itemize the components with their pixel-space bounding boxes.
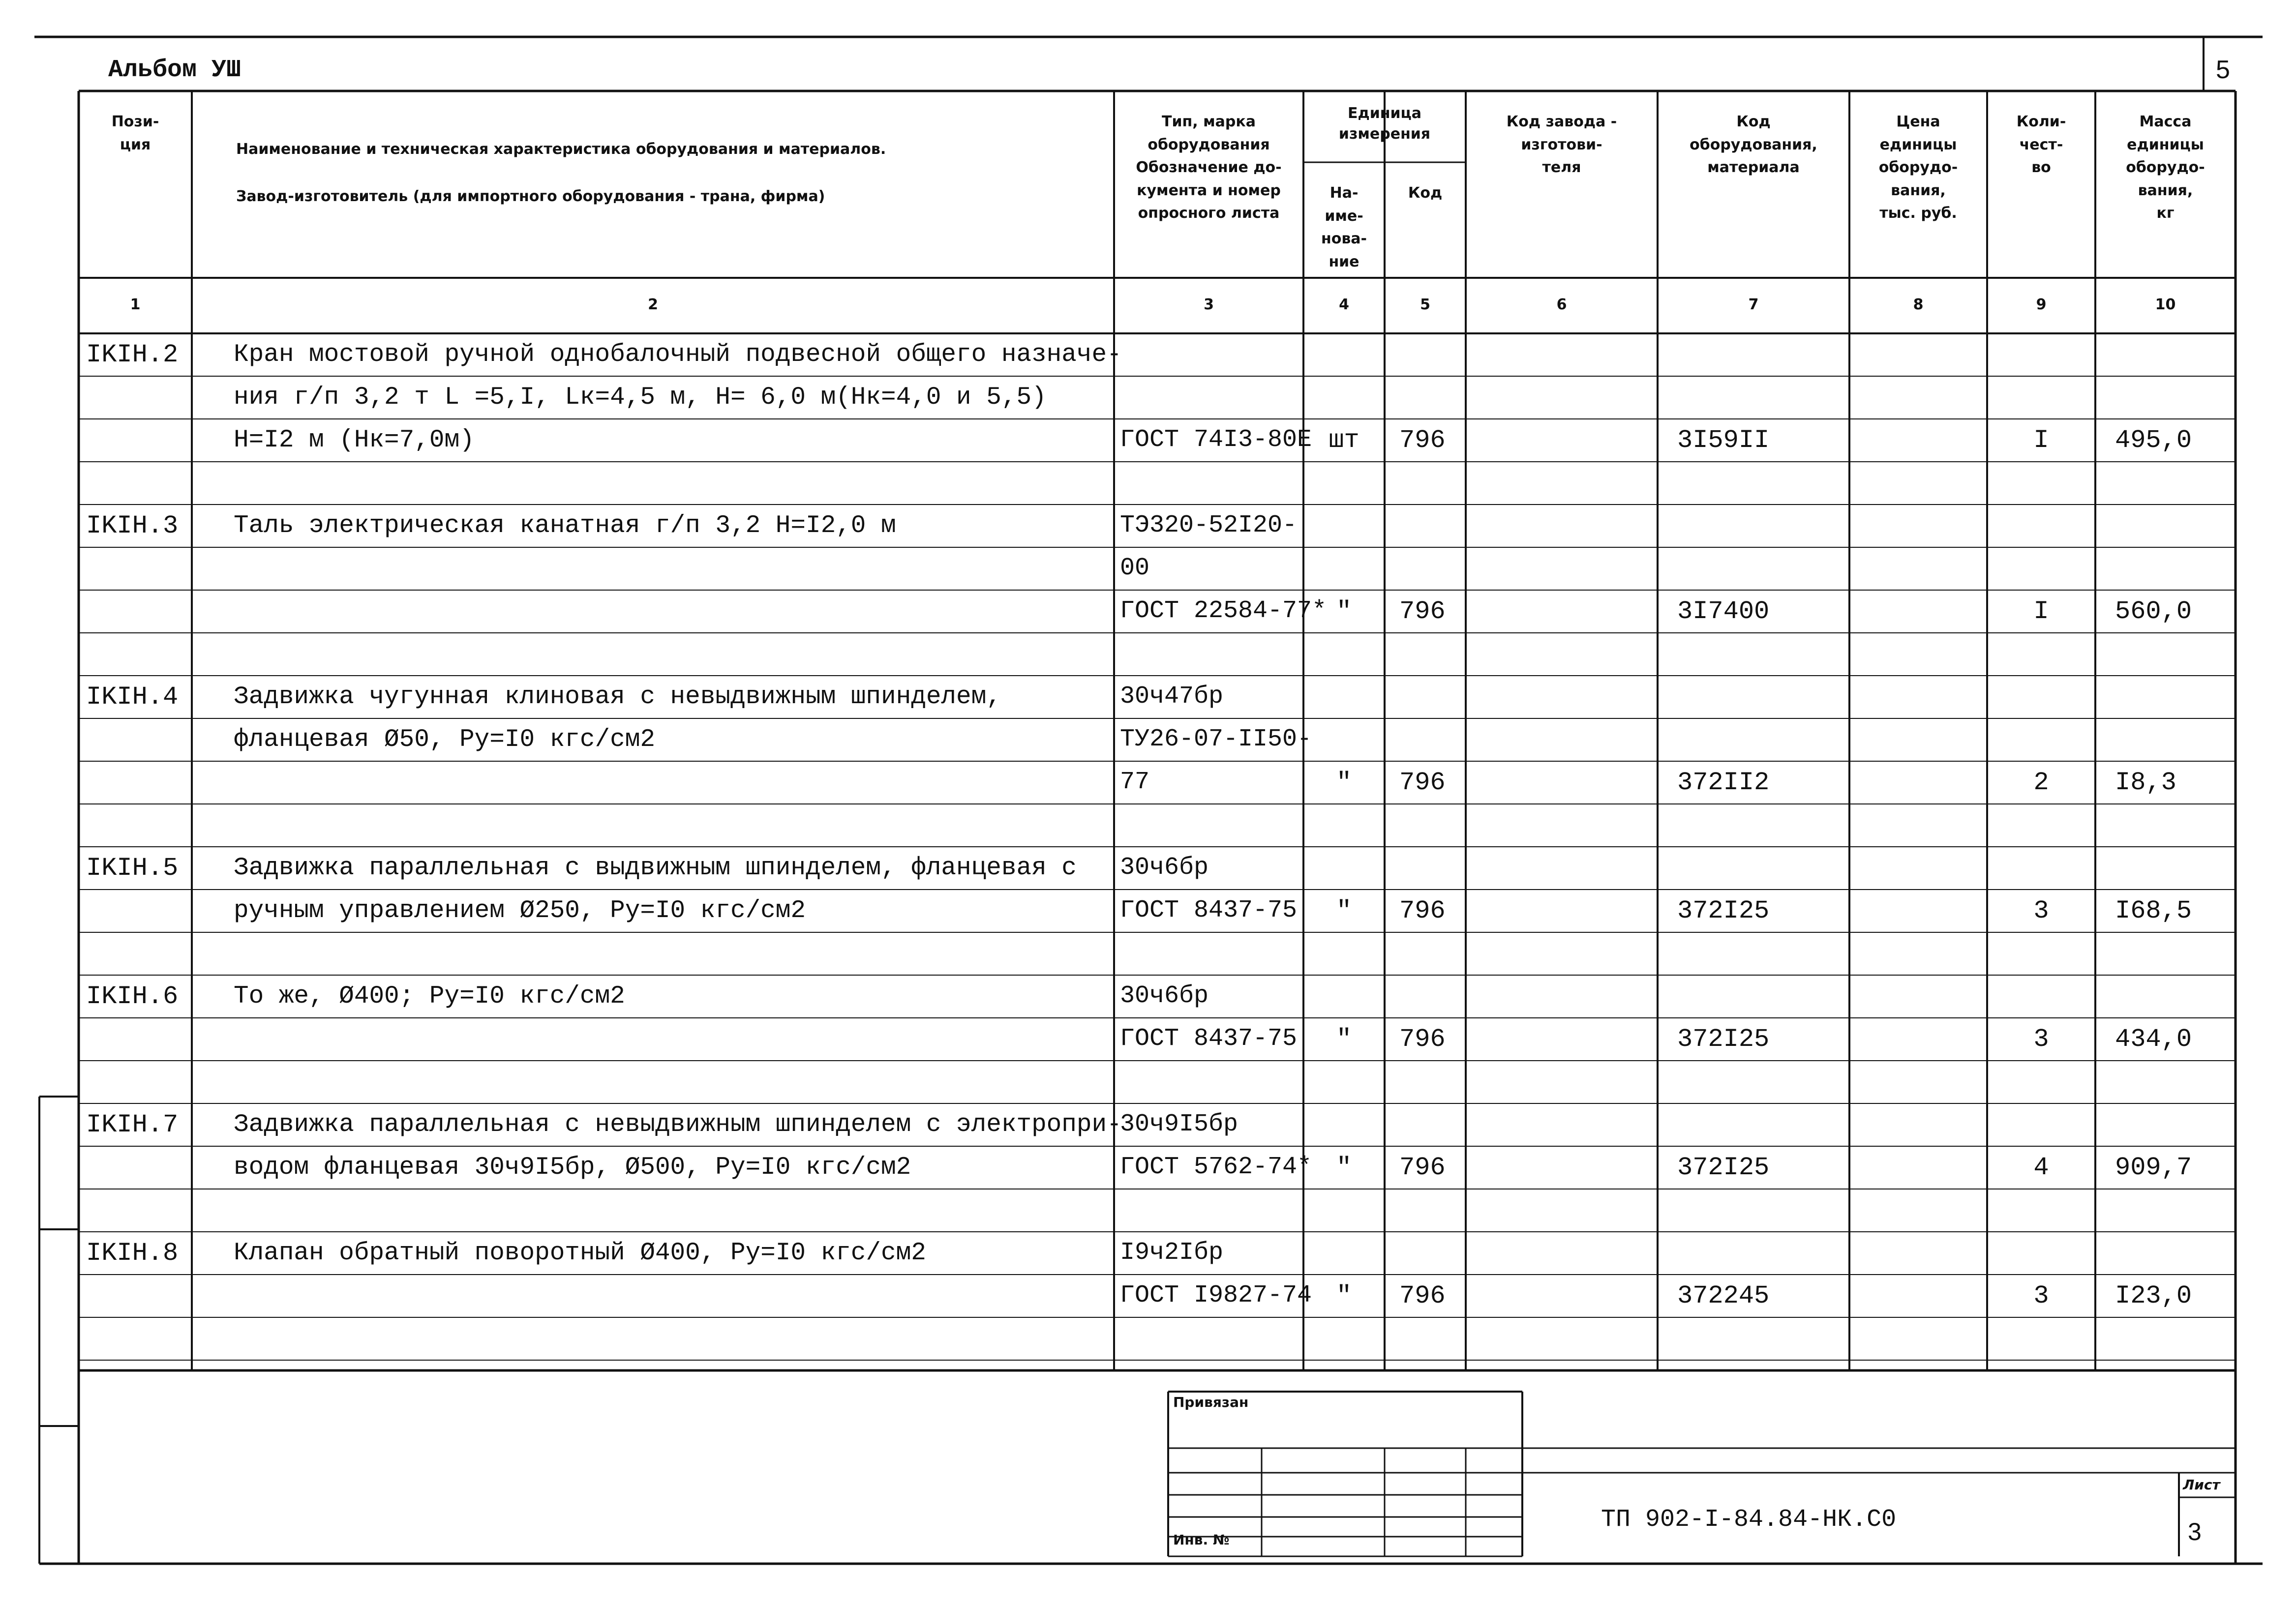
cell-type: 30ч9I5бр: [1120, 1110, 1239, 1138]
cell-mcode: 3I59II: [1677, 426, 1770, 455]
cell-unit: ": [1336, 597, 1352, 626]
column-number-1: 1: [130, 296, 141, 313]
cell-mass: 909,7: [2115, 1153, 2192, 1182]
cell-type: ТУ26-07-II50-: [1120, 725, 1312, 753]
cell-qty: 3: [2033, 1025, 2049, 1054]
cell-pos: IKIH.7: [86, 1110, 179, 1139]
column-number-9: 9: [2036, 296, 2047, 313]
column-header-3: Тип, марка оборудования Обозначение до- кумента и номер опросного листа: [1136, 113, 1282, 222]
cell-mcode: 3I7400: [1677, 597, 1770, 626]
cell-qty: 3: [2033, 896, 2049, 925]
cell-mass: 495,0: [2115, 426, 2192, 455]
cell-code: 796: [1399, 1153, 1446, 1182]
column-header-1: Пози- ция: [111, 113, 159, 153]
column-header-9: Коли- чест- во: [2016, 113, 2066, 176]
cell-name: ния г/п 3,2 т L =5,I, Lк=4,5 м, H= 6,0 м(Hк=4,0 и 5,5): [234, 384, 1047, 412]
cell-mass: I8,3: [2115, 768, 2176, 797]
cell-pos: IKIH.6: [86, 982, 179, 1011]
cell-unit: ": [1336, 896, 1352, 925]
cell-type: 30ч6бр: [1120, 854, 1209, 882]
column-number-8: 8: [1913, 296, 1924, 313]
cell-unit: ": [1336, 1153, 1352, 1182]
cell-code: 796: [1399, 768, 1446, 797]
cell-name: Задвижка параллельная с невыдвижным шпинделем с электропри-: [234, 1111, 1122, 1139]
cell-mcode: 372245: [1677, 1281, 1770, 1310]
column-number-10: 10: [2155, 296, 2176, 313]
cell-name: H=I2 м (Hк=7,0м): [234, 426, 475, 454]
column-number-6: 6: [1556, 296, 1567, 313]
column-number-7: 7: [1748, 296, 1759, 313]
column-header-5: Код: [1408, 184, 1443, 202]
cell-code: 796: [1399, 1281, 1446, 1310]
cell-mass: I23,0: [2115, 1281, 2192, 1310]
cell-mcode: 372I25: [1677, 1153, 1770, 1182]
column-number-2: 2: [648, 296, 658, 313]
cell-type: ГОСТ 5762-74*: [1120, 1153, 1312, 1181]
cell-type: 77: [1120, 768, 1150, 796]
unit-group-header: Единица измерения: [1338, 105, 1431, 143]
cell-name: ручным управлением Ø250, Ру=I0 кгс/см2: [234, 897, 806, 925]
cell-type: ГОСТ 8437-75: [1120, 1025, 1298, 1053]
cell-qty: 2: [2033, 768, 2049, 797]
cell-type: 00: [1120, 554, 1150, 582]
cell-qty: I: [2033, 597, 2049, 626]
cell-type: ТЭ320-52I20-: [1120, 511, 1298, 539]
cell-type: ГОСТ 74I3-80Е: [1120, 426, 1312, 454]
cell-pos: IKIH.2: [86, 340, 179, 369]
column-header-6: Код завода - изготови- теля: [1506, 113, 1617, 176]
cell-name: Кран мостовой ручной однобалочный подвесной общего назначе-: [234, 341, 1122, 369]
cell-type: 30ч47бр: [1120, 683, 1224, 711]
cell-pos: IKIH.5: [86, 854, 179, 883]
cell-mass: 560,0: [2115, 597, 2192, 626]
cell-mcode: 372II2: [1677, 768, 1770, 797]
cell-type: ГОСТ I9827-74: [1120, 1281, 1312, 1309]
cell-mcode: 372I25: [1677, 1025, 1770, 1054]
doc-code: ТП 902-I-84.84-НК.С0: [1601, 1506, 1897, 1534]
cell-type: ГОСТ 8437-75: [1120, 896, 1298, 924]
column-header-10: Масса единицы оборудо- вания, кг: [2126, 113, 2205, 222]
cell-name: Клапан обратный поворотный Ø400, Ру=I0 кгс/см2: [234, 1239, 926, 1267]
column-number-5: 5: [1420, 296, 1430, 313]
cell-type: ГОСТ 22584-77*: [1120, 597, 1327, 625]
cell-name: фланцевая Ø50, Ру=I0 кгс/см2: [234, 726, 655, 754]
cell-name: Задвижка параллельная с выдвижным шпинделем, фланцевая с: [234, 854, 1077, 882]
cell-unit: ": [1336, 1025, 1352, 1054]
cell-qty: 4: [2033, 1153, 2049, 1182]
cell-name: Задвижка чугунная клиновая с невыдвижным шпинделем,: [234, 683, 1001, 711]
cell-code: 796: [1399, 896, 1446, 925]
cell-type: 30ч6бр: [1120, 982, 1209, 1010]
cell-pos: IKIH.3: [86, 511, 179, 540]
cell-pos: IKIH.4: [86, 683, 179, 712]
stamp-inv-label: Инв. №: [1173, 1532, 1230, 1548]
column-header-7: Код оборудования, материала: [1690, 113, 1817, 176]
stamp-bound-label: Привязан: [1173, 1394, 1249, 1410]
cell-name: Таль электрическая канатная г/п 3,2 H=I2,0 м: [234, 512, 896, 540]
column-header-2: Наименование и техническая характеристика оборудования и материалов. Завод-изготовитель (для импортного оборудования - трана, фирма): [236, 141, 886, 205]
cell-name: То же, Ø400; Ру=I0 кгс/см2: [234, 982, 625, 1011]
column-number-4: 4: [1339, 296, 1349, 313]
column-header-4: На- име- нова- ние: [1321, 184, 1367, 270]
cell-name: водом фланцевая 30ч9I5бр, Ø500, Ру=I0 кгс/см2: [234, 1154, 911, 1182]
cell-pos: IKIH.8: [86, 1239, 179, 1268]
cell-code: 796: [1399, 1025, 1446, 1054]
cell-unit: ": [1336, 768, 1352, 797]
cell-mass: I68,5: [2115, 896, 2192, 925]
cell-mcode: 372I25: [1677, 896, 1770, 925]
cell-mass: 434,0: [2115, 1025, 2192, 1054]
sheet-number: 3: [2188, 1518, 2202, 1546]
cell-code: 796: [1399, 597, 1446, 626]
cell-code: 796: [1399, 426, 1446, 455]
column-header-8: Цена единицы оборудо- вания, тыс. руб.: [1878, 113, 1958, 222]
cell-qty: 3: [2033, 1281, 2049, 1310]
cell-qty: I: [2033, 426, 2049, 455]
sheet-label: Лист: [2183, 1477, 2220, 1493]
column-number-3: 3: [1204, 296, 1214, 313]
page-number: 5: [2216, 56, 2230, 84]
cell-unit: ": [1336, 1281, 1352, 1310]
cell-type: I9ч2Iбр: [1120, 1239, 1224, 1267]
cell-unit: шт: [1329, 426, 1359, 455]
album-label: Альбом УШ: [108, 56, 242, 84]
